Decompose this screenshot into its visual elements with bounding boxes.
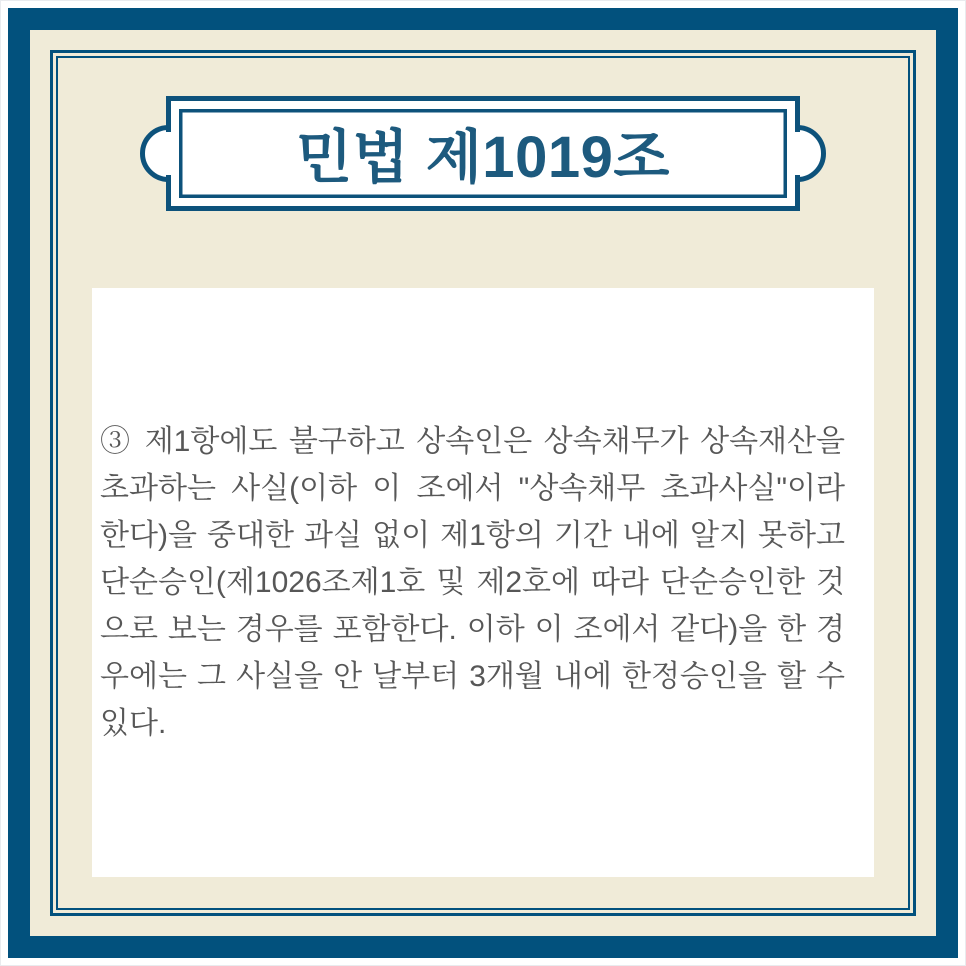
card-frame [8,8,958,958]
title-banner [166,96,800,211]
page-title: 민법 제1019조 [296,125,670,190]
law-article-text: ③ 제1항에도 불구하고 상속인은 상속채무가 상속재산을 초과하는 사실(이하 이 조에서 "상속채무 초과사실"이라 한다)을 중대한 과실 없이 제1항의 기간 내에 알지 못하고 단순승인(제1026조제1호 및 제2호에 따라 단순승인한 것으로 보는 경우를 포함한다. 이하 이 조에서 같다)을 한 경우에는 그 사실을 안 날부터 3개월 내에 한정승인을 할 수 있다. [100,425,845,740]
content-panel [92,288,874,877]
